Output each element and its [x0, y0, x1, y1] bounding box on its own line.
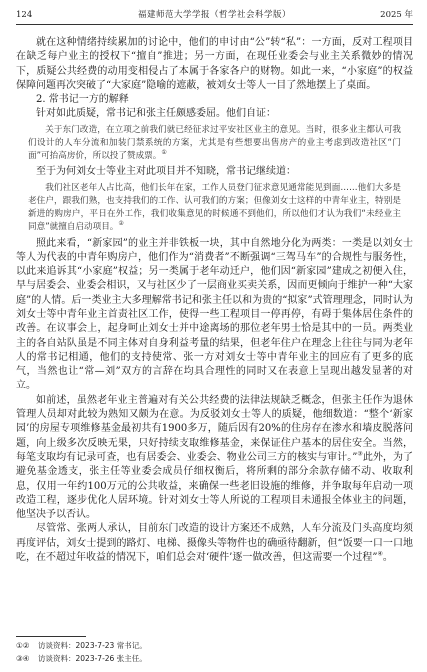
paragraph-5-text: 如前述，虽然老年业主普遍对有关公共经费的法律法规缺乏概念，但张主任作为退休管理人员却对此较为熟知又颇为在意。为反驳刘女士等人的质疑，他细数道：“整个‘新家园’的房屋专项维修基金最初共有1900多万，随后因有20%的住房存在渗水和墙皮脱落问题，向上级多次反映无果，只好持续支取维修基金，来保证住户基本的居住安全。当然，每笔支取均有记录可查，也有居委会、业委会、物业公司三方的核实与审计。”: [16, 394, 413, 463]
footnotes: [16, 636, 413, 665]
footnote-ref-4: ④: [377, 550, 383, 558]
paragraph-5-continued: 此外，为了避免基金透支，张主任等业委会成员仔细权衡后，将所剩的部分余款存储不动、收取利息，仅用一年约100万元的公共收益，来确保一些老旧设施的维修，并争取每年启动一项改造工程，逐步优化人居环境。针对刘女士等人所说的工程项目未通报全体业主的问题，他坚决予以否认。: [16, 451, 413, 521]
paragraph-1: 就在这种情绪持续累加的讨论中，他们的申讨由“公”转“私”：一方面，反对工程项目在缺乏每户业主的授权下“擅自”推进；另一方面，在现任业委会与业主关系微妙的情况下，质疑公共经费的动用变相侵占了本属于各家各户的财物。如此一来，“小家庭”的权益保障问题再次突破了“大家庭”隐喻的遮蔽，被刘女士等人一目了然地摆上了桌面。: [16, 37, 413, 91]
paragraph-4: 照此来看，“新家园”的业主并非铁板一块，其中自然地分化为两类：一类是以刘女士等人为代表的中青年购房户，他们作为“消费者”不断强调“三驾马车”的合规性与服务性，以此来追诉其“小家庭”权益；另一类属于老年动迁户，他们因“新家园”建成之初便入住，早与居委会、业委会相识，又与社区少了一层商业买卖关系，因而更倾向于维护一种“大家庭”的人情。后一类业主大多理解常书记和张主任以和为贵的“拟家”式管理理念，同时认为刘女士等中青年业主首责社区工作，使得一些工程项目一停再停，有碍于集体居住条件的改善。在议事会上，起身呵止刘女士并中途离场的那位老年男士恰是其中的一员。两类业主的各自站队虽是不同主体对自身利益考量的结果，但老年住户在理念上往往与同为老年人的常书记相通，他们的支持使常、张一方对刘女士等中青年业主的回应有了更多的底气，当然也让“常—刘”双方的言辞在均具合理性的同时又在表意上呈现出越发显著的对立。: [16, 237, 413, 392]
interview-quote-1: [16, 124, 413, 164]
paragraph-6: [16, 522, 413, 565]
footnote-2: [16, 652, 413, 665]
quote-1-text: 关于东门改造，在立项之前我们就已经征求过平安社区业主的意见。当时，很多业主都认可我们设计的人车分流和加装门禁系统的方案，尤其是有些想要出售房产的业主考虑到改造社区“门面”可抬高房价，所以投了赞成票。: [28, 124, 401, 162]
section-heading: 2. 常书记一方的解释: [36, 94, 129, 106]
footnote-2-text: 访谈资料：2023-7-26 张主任。: [38, 654, 147, 663]
paragraph-6-end: 。: [382, 552, 393, 564]
footnote-1-text: 访谈资料：2023-7-23 常书记。: [38, 641, 147, 650]
footnote-1: [16, 639, 413, 652]
footnote-ref-2: ②: [118, 220, 124, 228]
journal-title: 福建师范大学学报（哲学社会科学版）: [137, 10, 291, 20]
footnote-1-marks: ①②: [16, 641, 30, 650]
article-body: [16, 36, 413, 565]
paragraph-2: 针对如此质疑，常书记和张主任颇感委屈。他们自证：: [36, 108, 276, 120]
running-header: [16, 6, 413, 25]
paragraph-6-text: 尽管常、张两人承认，目前东门改造的设计方案还不成熟，人车分流及门头高度均须再度评估，刘女士提到的路灯、电梯、摄像头等物件也的确亟待翻新，但“饭要一口一口地吃，在不超过年收益的情况下，咱们总会对‘硬件’逐一做改善，但这需要一个过程”: [16, 523, 413, 564]
footnote-ref-1: ①: [161, 149, 167, 157]
interview-quote-2: [16, 182, 413, 235]
paragraph-5: [16, 394, 413, 523]
footnote-rule: [16, 636, 86, 637]
footnote-ref-3: ③: [357, 450, 363, 458]
footnote-2-marks: ③④: [16, 654, 30, 663]
quote-2-text: 我们社区老年人占比高，他们长年在家，工作人员登门征求意见通常能见到面……他们大多是老住户，跟我们熟，也支持我们的工作、认可我们的方案；但像刘女士这样的中青年业主，特别是新进的购房户，平日在外工作，我们收集意见的时候通不到他们，所以他们才认为我们“未经业主同意”就擅自启动项目。: [28, 182, 401, 233]
publication-year: 2025 年: [380, 10, 413, 20]
page-number: 124: [16, 10, 33, 20]
paragraph-3: 至于为何刘女士等业主对此项目并不知晓，常书记继续道：: [36, 166, 296, 178]
